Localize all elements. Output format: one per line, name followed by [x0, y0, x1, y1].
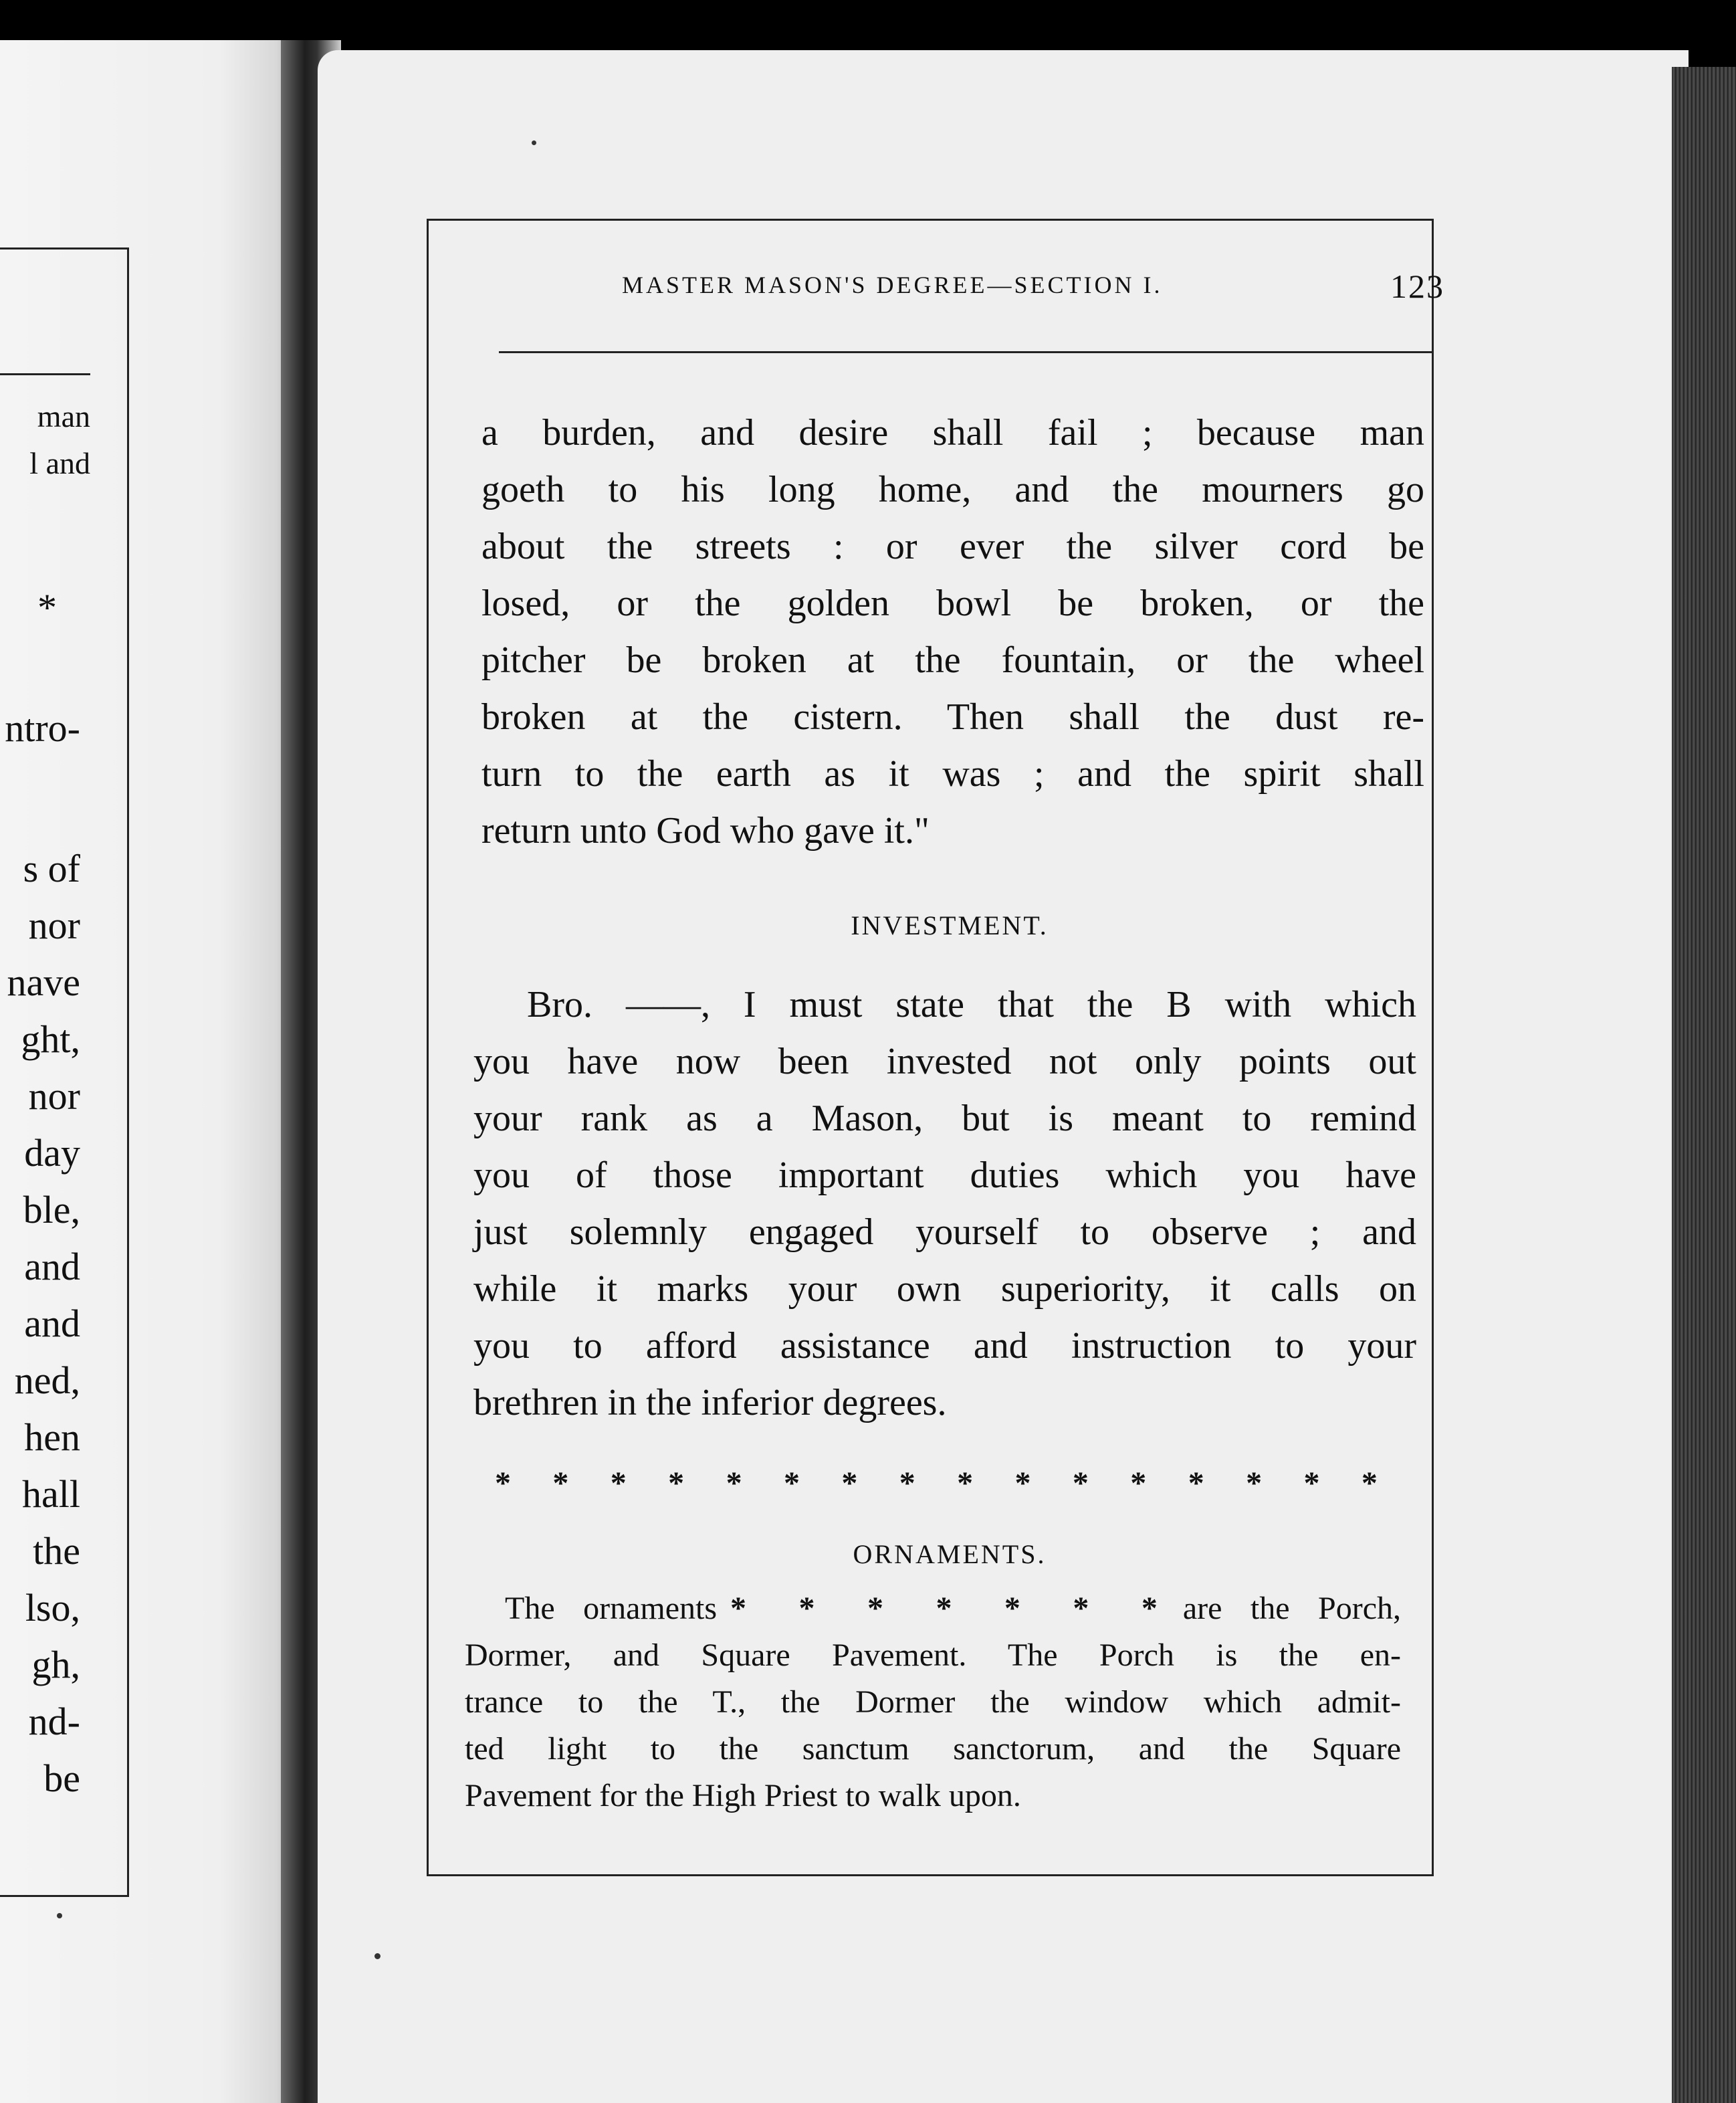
facing-page-text-fragment: the	[33, 1529, 80, 1573]
text-line	[465, 1585, 1401, 1632]
asterisk: *	[899, 1466, 915, 1501]
asterisk: *	[957, 1466, 974, 1501]
facing-page-text-fragment: lso,	[25, 1586, 80, 1629]
text-line: while it marks your own superiority, it calls on	[473, 1268, 1416, 1310]
asterisk: *	[610, 1466, 627, 1501]
page-edges	[1672, 67, 1736, 2103]
passage	[481, 405, 1424, 860]
text-line: return unto God who gave it."	[481, 810, 930, 852]
print-speck	[57, 1913, 62, 1918]
facing-page-text-fragment: and	[24, 1245, 80, 1288]
facing-page-text-fragment: *	[37, 586, 57, 629]
investment-heading: INVESTMENT.	[851, 910, 1049, 940]
facing-page-text-fragment: ned,	[14, 1359, 80, 1402]
print-speck	[374, 1953, 381, 1959]
asterisk: *	[1188, 1466, 1204, 1501]
asterisk: *	[495, 1466, 511, 1501]
text-line: brethren in the inferior degrees.	[473, 1382, 947, 1423]
header-rule	[499, 351, 1432, 353]
text-line: Dormer, and Square Pavement. The Porch is the en-	[465, 1637, 1401, 1673]
text-line: you to afford assistance and instruction to your	[473, 1325, 1416, 1367]
text-line: broken at the cistern. Then shall the dust re-	[481, 696, 1424, 738]
asterisk: *	[1130, 1466, 1147, 1501]
facing-page-text-fragment: nave	[7, 961, 80, 1004]
facing-page-text-fragment: day	[24, 1131, 80, 1175]
text-line: you of those important duties which you have	[473, 1155, 1416, 1196]
facing-page-text-fragment: and	[24, 1302, 80, 1345]
facing-page-text-fragment: s of	[23, 847, 80, 890]
asterisk: *	[726, 1466, 742, 1501]
page-number: 123	[1390, 268, 1444, 305]
text-line: goeth to his long home, and the mourners go	[481, 469, 1424, 510]
asterisk: *	[668, 1466, 685, 1501]
text-line: your rank as a Mason, but is meant to remind	[473, 1098, 1416, 1139]
facing-page-text-fragment: be	[43, 1757, 80, 1800]
facing-page-text-fragment: nor	[28, 904, 80, 947]
investment-paragraph	[473, 977, 1416, 1431]
text-line: Pavement for the High Priest to walk upon.	[465, 1778, 1021, 1813]
facing-page	[0, 40, 314, 2103]
asterisk: *	[1072, 1466, 1089, 1501]
running-title: MASTER MASON'S DEGREE—SECTION I.	[622, 272, 1163, 298]
text-line: losed, or the golden bowl be broken, or the	[481, 583, 1424, 624]
facing-page-text-fragment: l and	[29, 446, 90, 480]
ornaments-paragraph	[465, 1585, 1401, 1819]
inline-asterisks: * * * * * * *	[730, 1591, 1170, 1626]
text-line: about the streets : or ever the silver cord be	[481, 526, 1424, 567]
asterisk: *	[1361, 1466, 1378, 1501]
ornaments-heading: ORNAMENTS.	[853, 1539, 1047, 1569]
asterisk: *	[1246, 1466, 1263, 1501]
facing-page-text-fragment: man	[37, 399, 90, 433]
facing-page-text-fragment: hall	[22, 1472, 80, 1516]
text-line: you have now been invested not only points out	[473, 1041, 1416, 1082]
running-head	[622, 268, 1451, 311]
facing-page-text-fragment: hen	[24, 1415, 80, 1459]
facing-page-text-fragment: nor	[28, 1074, 80, 1118]
text-line: pitcher be broken at the fountain, or the wheel	[481, 639, 1424, 681]
text-line: turn to the earth as it was ; and the spirit shall	[481, 753, 1424, 795]
text-line: a burden, and desire shall fail ; because man	[481, 412, 1424, 454]
asterisk: *	[841, 1466, 858, 1501]
facing-page-rule	[0, 373, 90, 375]
text-line: ted light to the sanctum sanctorum, and the Square	[465, 1731, 1401, 1767]
facing-page-text-fragment: ble,	[23, 1188, 80, 1231]
facing-page-text-fragment: gh,	[31, 1643, 80, 1686]
facing-page-text-fragment: ntro-	[5, 706, 80, 750]
asterism-separator	[495, 1465, 1378, 1502]
facing-page-text-fragment: ght,	[21, 1017, 80, 1061]
asterisk: *	[1014, 1466, 1031, 1501]
asterisk: *	[1303, 1466, 1320, 1501]
text-line: Bro. ——, I must state that the B with which	[527, 984, 1416, 1025]
asterisk: *	[783, 1466, 800, 1501]
ornaments-line-start: The ornaments	[505, 1591, 718, 1626]
asterisk: *	[552, 1466, 569, 1501]
text-line: just solemnly engaged yourself to observe ; and	[473, 1211, 1416, 1253]
text-line: trance to the T., the Dormer the window which admit-	[465, 1684, 1401, 1720]
ornaments-line-end: are the Porch,	[1182, 1591, 1402, 1626]
print-speck	[532, 140, 536, 145]
facing-page-text-fragment: nd-	[28, 1700, 80, 1743]
